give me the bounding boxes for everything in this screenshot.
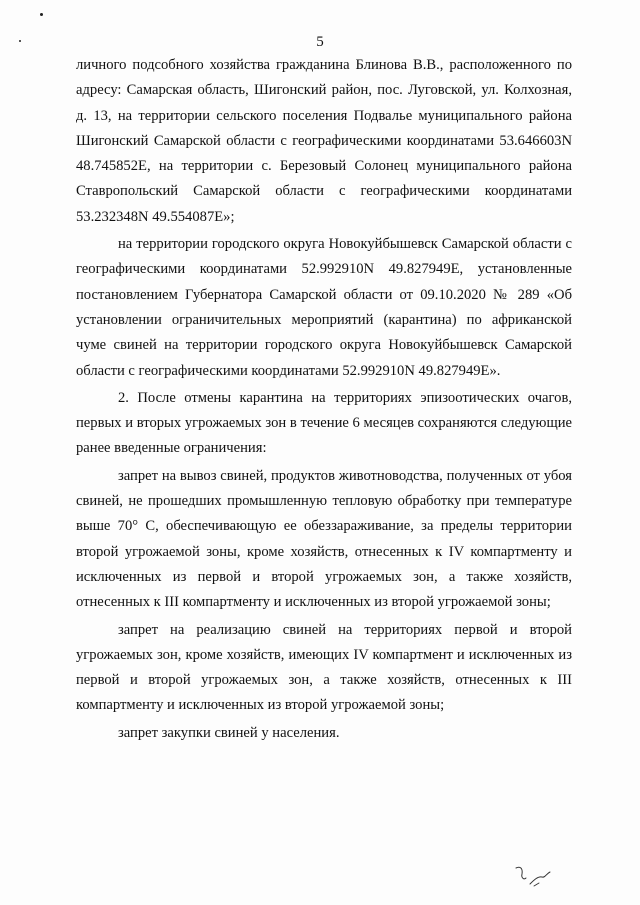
paragraph-export-ban: запрет на вывоз свиней, продуктов животноводства, полученных от убоя свиней, не прошедших промышленную тепловую обработку при температуре выше 70° С, обеспечивающую ее обеззараживание, за пределы территории второй угрожаемой зоны, кроме хозяйств, отнесенных к IV компартменту и исключенных из первой и второй угрожаемых зон, а также хозяйств, отнесенных к III компартменту и исключенных из второй угрожаемой зоны;	[76, 467, 572, 611]
paragraph-purchase-ban: запрет закупки свиней у населения.	[118, 724, 340, 741]
document-body	[76, 53, 572, 748]
paragraph-sale-ban: запрет на реализацию свиней на территориях первой и второй угрожаемых зон, кроме хозяйств, имеющих IV компартмент и исключенных из первой и второй угрожаемых зон, а также хозяйств, отнесенных к III компартменту и исключенных из второй угрожаемой зоны;	[76, 621, 572, 714]
paragraph-continuation: личного подсобного хозяйства гражданина Блинова В.В., расположенного по адресу: Самарская область, Шигонский район, пос. Луговской, ул. Колхозная, д. 13, на территории сельского поселения Подвалье муниципального района Шигонский Самарской области с географическими координатами 53.646603N 48.745852E, на территории с. Березовый Солонец муниципального района Ставропольский Самарской области с географическими координатами 53.232348N 49.554087E»;	[76, 57, 572, 225]
scan-speck	[40, 13, 43, 16]
paragraph-item-2: 2. После отмены карантина на территориях эпизоотических очагов, первых и вторых угрожаемых зон в течение 6 месяцев сохраняются следующие ранее введенные ограничения:	[76, 389, 572, 457]
paragraph-novokuybyshevsk: на территории городского округа Новокуйбышевск Самарской области с географическими координатами 52.992910N 49.827949E, установленные постановлением Губернатора Самарской области от 09.10.2020 № 289 «Об установлении ограничительных мероприятий (карантина) по африканской чуме свиней на территории городского округа Новокуйбышевск Самарской области с географическими координатами 52.992910N 49.827949E».	[76, 236, 572, 379]
scan-speck	[19, 40, 21, 42]
initials-signature	[512, 862, 560, 892]
page-number: 5	[316, 34, 324, 50]
